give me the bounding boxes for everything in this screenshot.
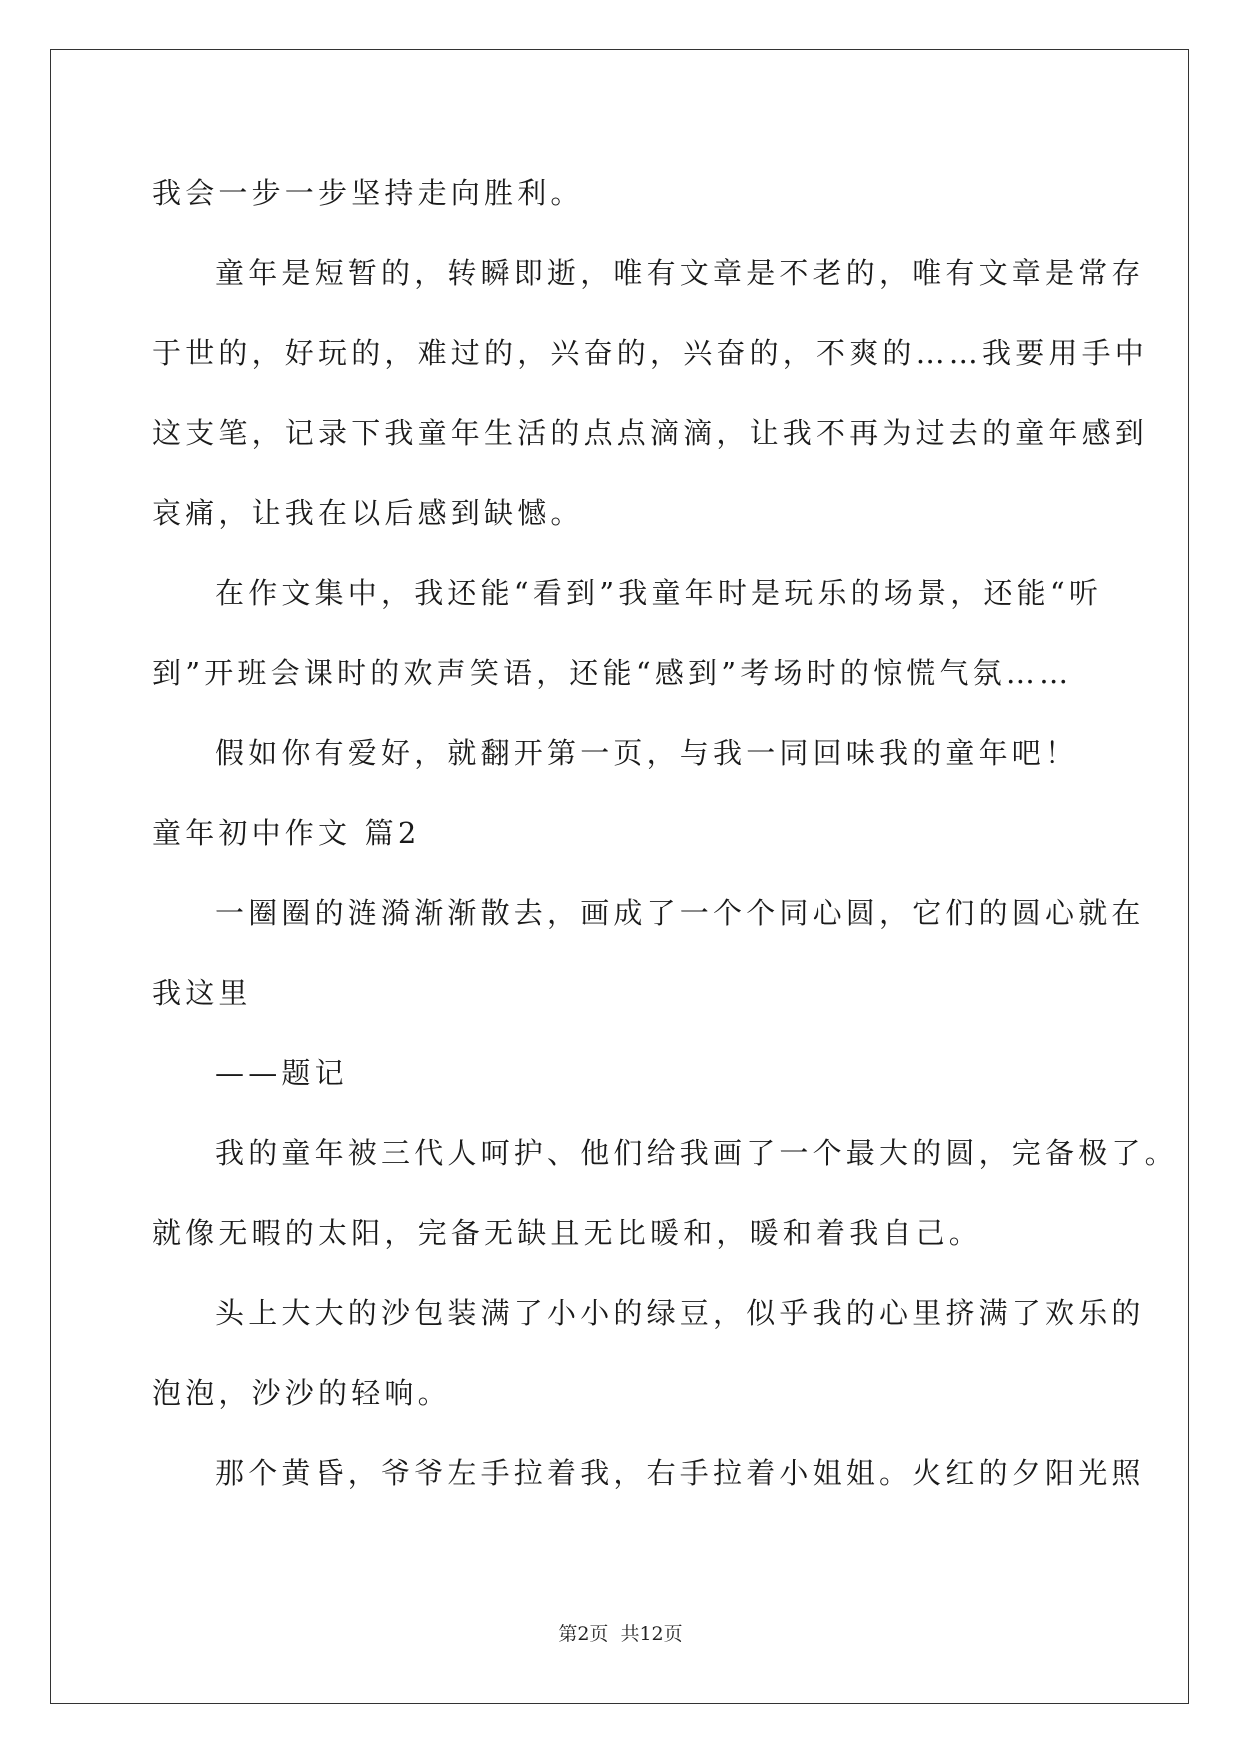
- paragraph-line-13: 我的童年被三代人呵护、他们给我画了一个最大的圆，完备极了。: [215, 1136, 1178, 1170]
- paragraph-line-17: 那个黄昏，爷爷左手拉着我，右手拉着小姐姐。火红的夕阳光照: [215, 1456, 1145, 1490]
- body-line-1: 我会一步一步坚持走向胜利。: [152, 176, 584, 210]
- paragraph-line-8: 假如你有爱好，就翻开第一页，与我一同回味我的童年吧！: [215, 736, 1079, 770]
- page-total: 共12页: [620, 1623, 683, 1645]
- body-line-14: 就像无暇的太阳，完备无缺且无比暖和，暖和着我自己。: [152, 1216, 983, 1250]
- body-line-16: 泡泡，沙沙的轻响。: [152, 1376, 451, 1410]
- paragraph-line-10: 一圈圈的涟漪渐渐散去，画成了一个个同心圆，它们的圆心就在: [215, 896, 1145, 930]
- body-line-5: 哀痛，让我在以后感到缺憾。: [152, 496, 584, 530]
- epigraph-line: ——题记: [215, 1056, 348, 1090]
- section-heading: 童年初中作文 篇2: [152, 816, 421, 850]
- paragraph-line-15: 头上大大的沙包装满了小小的绿豆，似乎我的心里挤满了欢乐的: [215, 1296, 1145, 1330]
- body-line-11: 我这里: [152, 976, 252, 1010]
- paragraph-line-6: 在作文集中，我还能“看到”我童年时是玩乐的场景，还能“听: [215, 576, 1103, 610]
- paragraph-line-2: 童年是短暂的，转瞬即逝，唯有文章是不老的，唯有文章是常存: [215, 256, 1145, 290]
- body-line-3: 于世的，好玩的，难过的，兴奋的，兴奋的，不爽的……我要用手中: [152, 336, 1149, 370]
- body-line-4: 这支笔，记录下我童年生活的点点滴滴，让我不再为过去的童年感到: [152, 416, 1149, 450]
- page-number: 第2页: [558, 1623, 609, 1645]
- body-line-7: 到”开班会课时的欢声笑语，还能“感到”考场时的惊慌气氛……: [152, 656, 1073, 690]
- page-footer: [0, 1622, 1241, 1646]
